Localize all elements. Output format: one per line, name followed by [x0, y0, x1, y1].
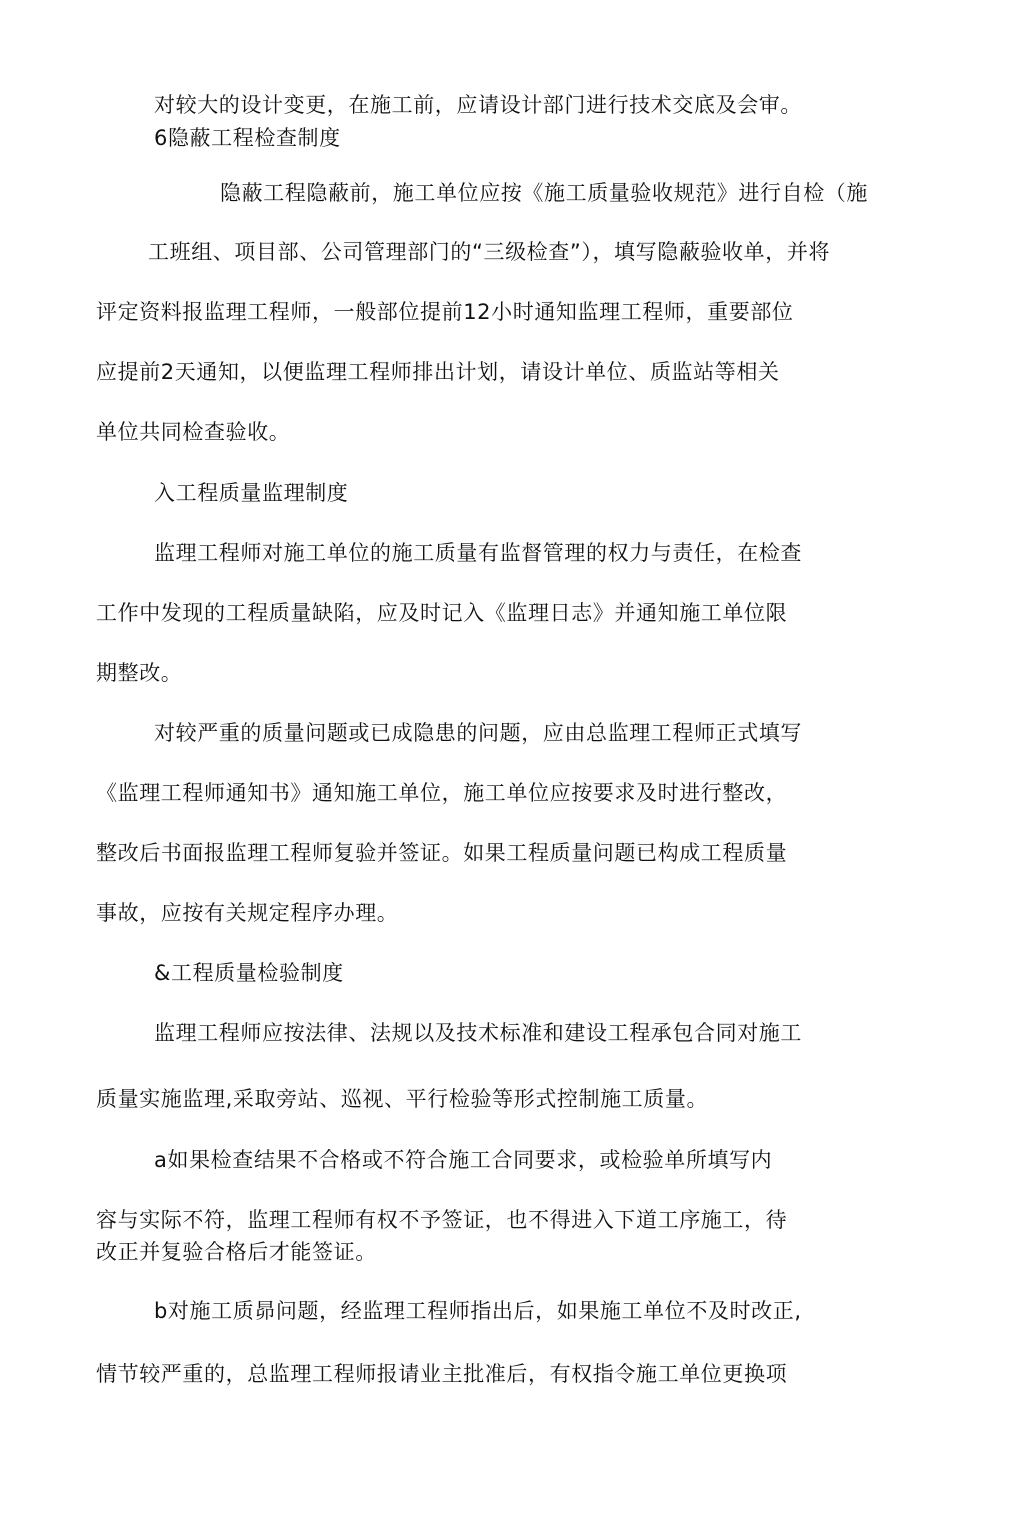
- paragraph-line: 对较大的设计变更，在施工前，应请设计部门进行技术交底及会审。: [154, 93, 802, 117]
- paragraph-line: 隐蔽工程隐蔽前，施工单位应按《施工质量验收规范》进行自检（施: [220, 181, 868, 205]
- paragraph-line: 质量实施监理,采取旁站、巡视、平行检验等形式控制施工质量。: [96, 1087, 709, 1111]
- paragraph-line: 工班组、项目部、公司管理部门的“三级检查”），填写隐蔽验收单，并将: [148, 240, 831, 264]
- paragraph-line: 监理工程师应按法律、法规以及技术标准和建设工程承包合同对施工: [154, 1021, 802, 1045]
- paragraph-line: 单位共同检查验收。: [96, 420, 291, 444]
- paragraph-line: 期整改。: [96, 661, 183, 685]
- paragraph-line: 事故，应按有关规定程序办理。: [96, 901, 399, 925]
- section-heading: &工程质量检验制度: [154, 961, 344, 985]
- section-heading: 入工程质量监理制度: [154, 481, 349, 505]
- paragraph-line: 容与实际不符，监理工程师有权不予签证，也不得进入下道工序施工，待: [96, 1208, 788, 1232]
- paragraph-line: 对较严重的质量问题或已成隐患的问题，应由总监理工程师正式填写: [154, 721, 802, 745]
- paragraph-line: 整改后书面报监理工程师复验并签证。如果工程质量问题已构成工程质量: [96, 841, 788, 865]
- paragraph-line: 评定资料报监理工程师，一般部位提前12小时通知监理工程师，重要部位: [96, 300, 794, 324]
- paragraph-line: 监理工程师对施工单位的施工质量有监督管理的权力与责任，在检查: [154, 541, 802, 565]
- paragraph-line: 改正并复验合格后才能签证。: [96, 1240, 377, 1264]
- paragraph-line: 应提前2天通知，以便监理工程师排出计划，请设计单位、质监站等相关: [96, 360, 780, 384]
- paragraph-line: a如果检查结果不合格或不符合施工合同要求，或检验单所填写内: [154, 1148, 773, 1172]
- paragraph-line: 《监理工程师通知书》通知施工单位，施工单位应按要求及时进行整改，: [96, 781, 788, 805]
- paragraph-line: 工作中发现的工程质量缺陷，应及时记入《监理日志》并通知施工单位限: [96, 601, 788, 625]
- section-heading: 6隐蔽工程检查制度: [154, 126, 341, 150]
- paragraph-line: 情节较严重的，总监理工程师报请业主批准后，有权指令施工单位更换项: [96, 1362, 788, 1386]
- paragraph-line: b对施工质昴问题，经监理工程师指出后，如果施工单位不及时改正,: [154, 1299, 802, 1323]
